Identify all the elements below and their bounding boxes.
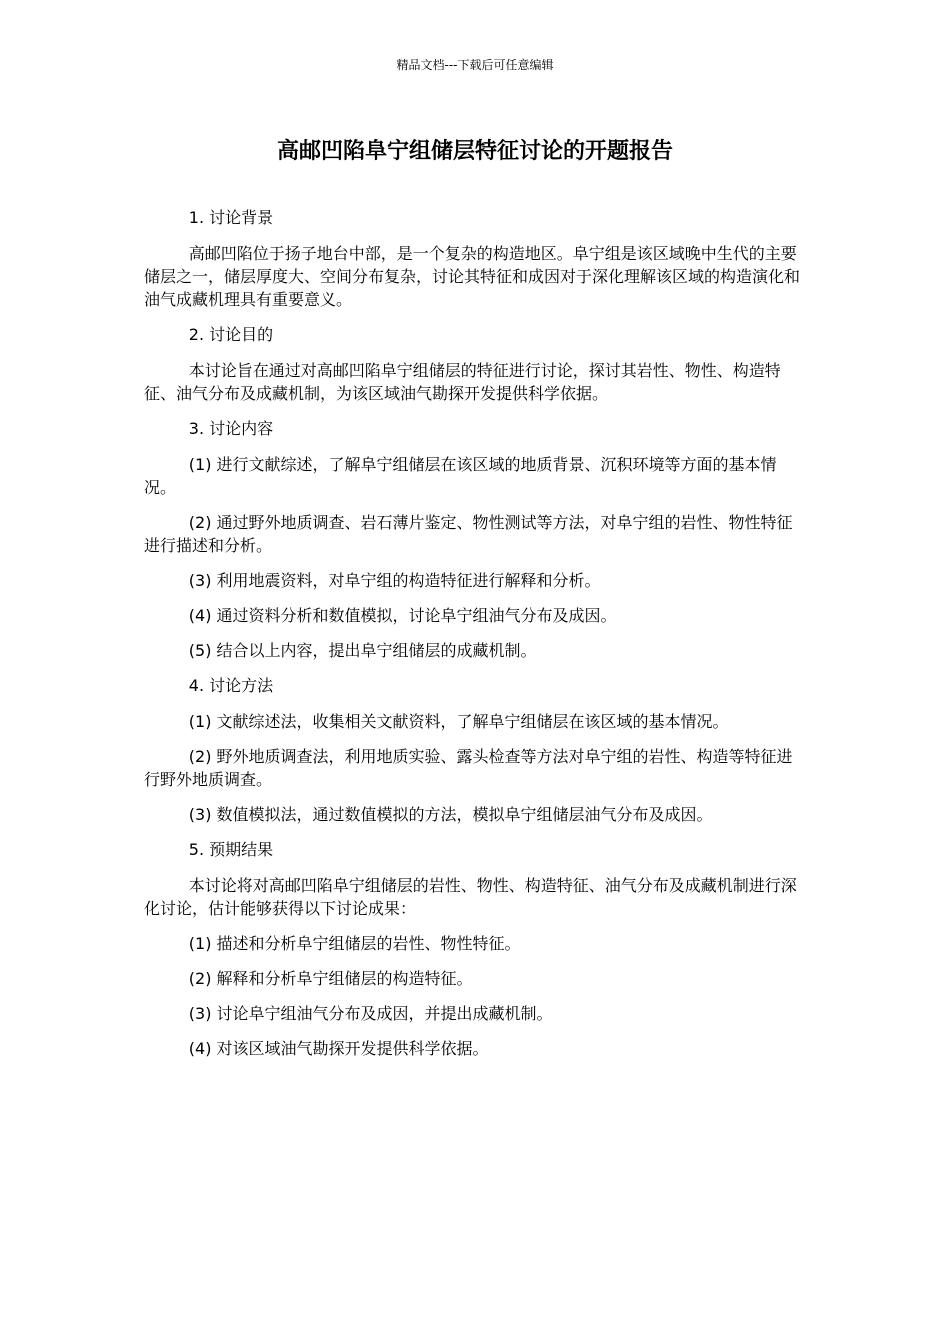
document-title: 高邮凹陷阜宁组储层特征讨论的开题报告 bbox=[276, 139, 673, 164]
content-item-5: (5) 结合以上内容，提出阜宁组储层的成藏机制。 bbox=[188, 641, 537, 660]
result-item-2: (2) 解释和分析阜宁组储层的构造特征。 bbox=[188, 969, 473, 988]
section-heading-expected-results: 5. 预期结果 bbox=[188, 840, 274, 859]
document-body bbox=[144, 206, 806, 1072]
paragraph-purpose: 本讨论旨在通过对高邮凹陷阜宁组储层的特征进行讨论，探讨其岩性、物性、构造特征、油气分布及成藏机制，为该区域油气勘探开发提供科学依据。 bbox=[144, 361, 781, 403]
paragraph-expected-results: 本讨论将对高邮凹陷阜宁组储层的岩性、物性、构造特征、油气分布及成藏机制进行深化讨论，估计能够获得以下讨论成果： bbox=[144, 876, 797, 918]
content-item-1: (1) 进行文献综述，了解阜宁组储层在该区域的地质背景、沉积环境等方面的基本情况。 bbox=[144, 455, 777, 497]
content-item-2: (2) 通过野外地质调查、岩石薄片鉴定、物性测试等方法，对阜宁组的岩性、物性特征进行描述和分析。 bbox=[144, 513, 793, 555]
result-item-3: (3) 讨论阜宁组油气分布及成因，并提出成藏机制。 bbox=[188, 1004, 553, 1023]
method-item-1: (1) 文献综述法，收集相关文献资料，了解阜宁组储层在该区域的基本情况。 bbox=[188, 712, 729, 731]
page-header: 精品文档---下载后可任意编辑 bbox=[396, 58, 554, 72]
method-item-2: (2) 野外地质调查法，利用地质实验、露头检查等方法对阜宁组的岩性、构造等特征进行野外地质调查。 bbox=[144, 747, 793, 789]
section-heading-background: 1. 讨论背景 bbox=[188, 208, 274, 227]
paragraph-background: 高邮凹陷位于扬子地台中部，是一个复杂的构造地区。阜宁组是该区域晚中生代的主要储层之一，储层厚度大、空间分布复杂，讨论其特征和成因对于深化理解该区域的构造演化和油气成藏机理具有重要意义。 bbox=[144, 244, 801, 309]
section-heading-content: 3. 讨论内容 bbox=[188, 419, 274, 438]
section-heading-purpose: 2. 讨论目的 bbox=[188, 325, 274, 344]
content-item-4: (4) 通过资料分析和数值模拟，讨论阜宁组油气分布及成因。 bbox=[188, 606, 617, 625]
result-item-1: (1) 描述和分析阜宁组储层的岩性、物性特征。 bbox=[188, 934, 521, 953]
result-item-4: (4) 对该区域油气勘探开发提供科学依据。 bbox=[188, 1039, 489, 1058]
method-item-3: (3) 数值模拟法，通过数值模拟的方法，模拟阜宁组储层油气分布及成因。 bbox=[188, 805, 713, 824]
content-item-3: (3) 利用地震资料，对阜宁组的构造特征进行解释和分析。 bbox=[188, 571, 601, 590]
section-heading-methods: 4. 讨论方法 bbox=[188, 676, 274, 695]
